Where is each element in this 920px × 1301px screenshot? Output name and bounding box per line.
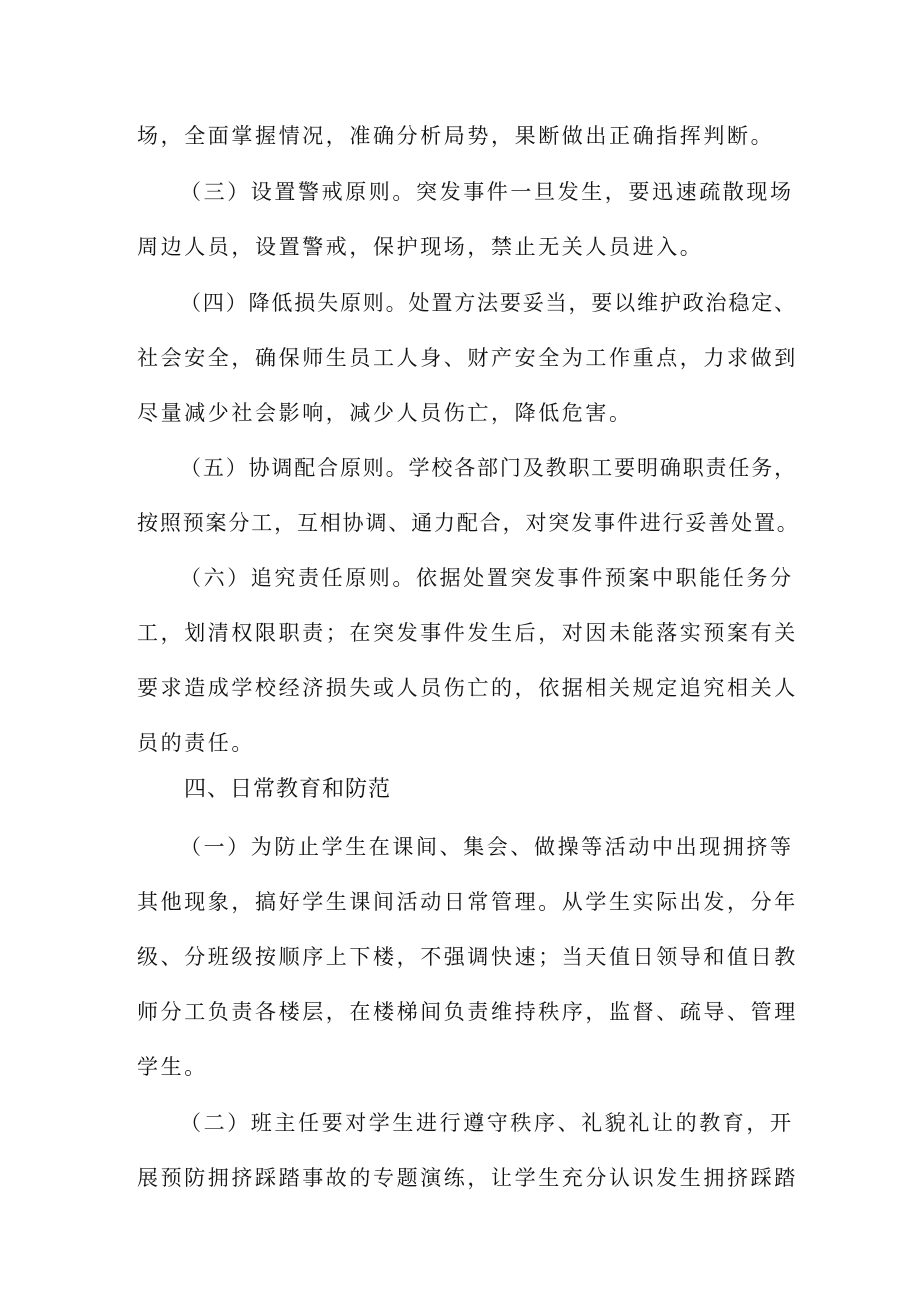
paragraph-7-line-1: （一）为防止学生在课间、集会、做操等活动中出现拥挤等 xyxy=(180,835,794,859)
paragraph-6-line-2: 工，划清权限职责；在突发事件发生后，对因未能落实预案有关 xyxy=(137,621,798,645)
paragraph-6-line-3: 要求造成学校经济损失或人员伤亡的，依据相关规定追究相关人 xyxy=(137,676,798,700)
paragraph-4-line-2: 社会安全，确保师生员工人身、财产安全为工作重点，力求做到 xyxy=(137,346,798,370)
paragraph-8-line-2: 展预防拥挤踩踏事故的专题演练，让学生充分认识发生拥挤踩踏 xyxy=(137,1166,798,1190)
paragraph-7-line-2: 其他现象，搞好学生课间活动日常管理。从学生实际出发，分年 xyxy=(137,890,798,914)
paragraph-4-line-1: （四）降低损失原则。处置方法要妥当，要以维护政治稳定、 xyxy=(180,291,797,315)
paragraph-6-line-4: 员的责任。 xyxy=(137,731,255,755)
paragraph-8-line-1: （二）班主任要对学生进行遵守秩序、礼貌礼让的教育，开 xyxy=(180,1111,794,1135)
paragraph-4-line-3: 尽量减少社会影响，减少人员伤亡，降低危害。 xyxy=(137,401,633,425)
paragraph-6-line-1: （六）追究责任原则。依据处置突发事件预案中职能任务分 xyxy=(180,566,794,590)
section-heading: 四、日常教育和防范 xyxy=(184,777,392,802)
paragraph-7-line-3: 级、分班级按顺序上下楼，不强调快速；当天值日领导和值日教 xyxy=(137,945,798,969)
paragraph-3-line-1: （三）设置警戒原则。突发事件一旦发生，要迅速疏散现场 xyxy=(180,180,794,204)
paragraph-7-line-4: 师分工负责各楼层，在楼梯间负责维持秩序，监督、疏导、管理 xyxy=(137,1000,798,1024)
paragraph-3-line-2: 周边人员，设置警戒，保护现场，禁止无关人员进入。 xyxy=(137,235,704,259)
paragraph-5-line-2: 按照预案分工，互相协调、通力配合，对突发事件进行妥善处置。 xyxy=(137,511,800,535)
paragraph-7-line-5: 学生。 xyxy=(137,1055,208,1079)
paragraph-5-line-1: （五）协调配合原则。学校各部门及教职工要明确职责任务， xyxy=(180,456,797,480)
body-line-1: 场，全面掌握情况，准确分析局势，果断做出正确指挥判断。 xyxy=(137,124,775,148)
